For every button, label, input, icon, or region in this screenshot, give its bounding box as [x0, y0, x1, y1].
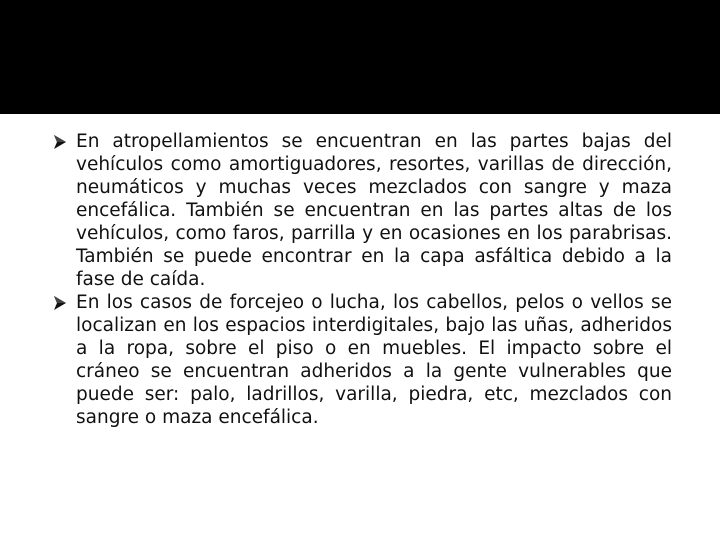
bullet-list [50, 130, 672, 429]
arrow-bullet-icon [52, 295, 68, 311]
bullet-item [50, 291, 672, 429]
bullet-text: En los casos de forcejeo o lucha, los cabellos, pelos o vellos se localizan en los espacios interdigitales, bajo las uñas, adheridos a la ropa, sobre el piso o en muebles. El impacto sobre el cráneo se encuentran adheridos a la gente vulnerables que puede ser: palo, ladrillos, varilla, piedra, etc, mezclados con sangre o maza encefálica. [76, 292, 672, 428]
header-band [0, 0, 720, 114]
bullet-item [50, 130, 672, 291]
bullet-text: En atropellamientos se encuentran en las partes bajas del vehículos como amortiguadores, resortes, varillas de dirección, neumáticos y muchas veces mezclados con sangre y maza encefálica. También se encuentran en las partes altas de los vehículos, como faros, parrilla y en ocasiones en los parabrisas. También se puede encontrar en la capa asfáltica debido a la fase de caída. [76, 131, 672, 290]
arrow-bullet-icon [52, 134, 68, 150]
